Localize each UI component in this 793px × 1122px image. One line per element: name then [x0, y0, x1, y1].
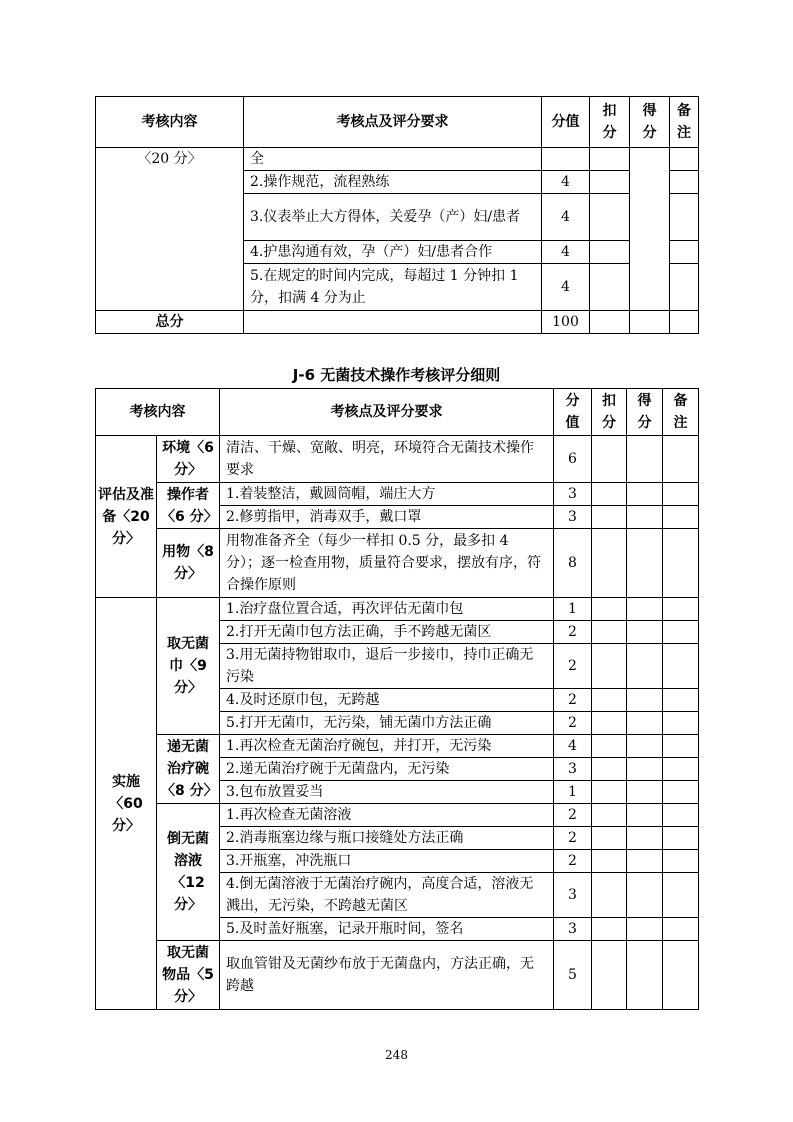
header-note: 备注 [670, 97, 699, 148]
note-cell [663, 529, 699, 598]
header-note: 备注 [663, 389, 699, 436]
deduct-cell [592, 598, 627, 621]
note-cell [670, 148, 699, 171]
table-header-row [96, 389, 699, 436]
note-cell [663, 827, 699, 850]
score-cell: 2 [554, 804, 592, 827]
score-cell: 2 [554, 644, 592, 689]
criteria-cell: 1.再次检查无菌溶液 [220, 804, 554, 827]
got-cell [627, 804, 663, 827]
deduct-cell [590, 241, 630, 264]
got-cell [627, 598, 663, 621]
score-cell: 6 [554, 436, 592, 483]
section-label: 〈20 分〉 [96, 148, 244, 311]
table-row [96, 804, 699, 827]
deduct-cell [592, 827, 627, 850]
deduct-cell [592, 506, 627, 529]
score-cell: 8 [554, 529, 592, 598]
note-cell [670, 241, 699, 264]
header-deduct: 扣分 [592, 389, 627, 436]
table-row [96, 598, 699, 621]
note-cell [663, 621, 699, 644]
group-label: 取无菌物品〈5 分〉 [157, 941, 220, 1010]
deduct-cell [592, 483, 627, 506]
score-cell: 1 [554, 781, 592, 804]
criteria-cell: 4.护患沟通有效，孕（产）妇/患者合作 [244, 241, 542, 264]
table-2-title: J-6 无菌技术操作考核评分细则 [292, 366, 501, 384]
criteria-cell: 全 [244, 148, 542, 171]
deduct-cell [592, 689, 627, 712]
criteria-cell: 2.打开无菌巾包方法正确，手不跨越无菌区 [220, 621, 554, 644]
criteria-cell [244, 311, 542, 334]
note-cell [670, 311, 699, 334]
header-criteria: 考核点及评分要求 [220, 389, 554, 436]
criteria-cell: 5.及时盖好瓶塞，记录开瓶时间，签名 [220, 918, 554, 941]
deduct-cell [592, 781, 627, 804]
header-criteria: 考核点及评分要求 [244, 97, 542, 148]
score-cell: 2 [554, 827, 592, 850]
got-cell [627, 827, 663, 850]
score-cell: 5 [554, 941, 592, 1010]
score-cell: 2 [554, 850, 592, 873]
got-cell [627, 483, 663, 506]
got-cell [627, 941, 663, 1010]
deduct-cell [592, 804, 627, 827]
deduct-cell [592, 712, 627, 735]
score-cell: 4 [554, 735, 592, 758]
criteria-cell: 3.包布放置妥当 [220, 781, 554, 804]
score-cell: 3 [554, 758, 592, 781]
got-cell [627, 735, 663, 758]
criteria-cell: 2.递无菌治疗碗于无菌盘内，无污染 [220, 758, 554, 781]
page-number: 248 [385, 1048, 408, 1062]
criteria-cell: 取血管钳及无菌纱布放于无菌盘内，方法正确，无跨越 [220, 941, 554, 1010]
criteria-cell: 4.及时还原巾包，无跨越 [220, 689, 554, 712]
criteria-cell: 1.治疗盘位置合适，再次评估无菌巾包 [220, 598, 554, 621]
note-cell [663, 644, 699, 689]
group-label: 倒无菌溶液〈12 分〉 [157, 804, 220, 941]
deduct-cell [592, 873, 627, 918]
deduct-cell [590, 194, 630, 241]
table-1 [95, 96, 699, 334]
table-row [96, 941, 699, 1010]
got-cell [630, 311, 670, 334]
note-cell [663, 436, 699, 483]
criteria-cell: 3.用无菌持物钳取巾，退后一步接巾，持巾正确无污染 [220, 644, 554, 689]
note-cell [663, 598, 699, 621]
note-cell [663, 850, 699, 873]
header-content: 考核内容 [96, 389, 220, 436]
table-row [96, 483, 699, 506]
table-row [96, 436, 699, 483]
table-row [96, 529, 699, 598]
group-label: 用物〈8 分〉 [157, 529, 220, 598]
score-cell: 2 [554, 689, 592, 712]
criteria-cell: 2.消毒瓶塞边缘与瓶口接缝处方法正确 [220, 827, 554, 850]
score-cell [542, 148, 590, 171]
criteria-cell: 5.在规定的时间内完成，每超过 1 分钟扣 1 分，扣满 4 分为止 [244, 264, 542, 311]
deduct-cell [590, 311, 630, 334]
score-cell: 4 [542, 264, 590, 311]
note-cell [663, 712, 699, 735]
criteria-cell: 3.仪表举止大方得体，关爱孕（产）妇/患者 [244, 194, 542, 241]
note-cell [663, 873, 699, 918]
table-header-row [96, 97, 699, 148]
note-cell [670, 264, 699, 311]
got-cell [627, 850, 663, 873]
group-label: 递无菌治疗碗〈8 分〉 [157, 735, 220, 804]
criteria-cell: 2.修剪指甲，消毒双手，戴口罩 [220, 506, 554, 529]
note-cell [663, 689, 699, 712]
header-got: 得分 [630, 97, 670, 148]
got-cell [627, 758, 663, 781]
note-cell [670, 171, 699, 194]
section-label: 实施〈60 分〉 [96, 598, 157, 1010]
deduct-cell [592, 621, 627, 644]
deduct-cell [592, 644, 627, 689]
score-cell: 3 [554, 873, 592, 918]
note-cell [663, 804, 699, 827]
total-label: 总分 [96, 311, 244, 334]
got-cell [627, 689, 663, 712]
header-score: 分值 [542, 97, 590, 148]
score-cell: 3 [554, 483, 592, 506]
note-cell [663, 735, 699, 758]
note-cell [663, 781, 699, 804]
criteria-cell: 3.开瓶塞，冲洗瓶口 [220, 850, 554, 873]
got-cell [627, 436, 663, 483]
deduct-cell [592, 941, 627, 1010]
score-cell: 2 [554, 621, 592, 644]
total-score: 100 [542, 311, 590, 334]
section-label: 评估及准备〈20 分〉 [96, 436, 157, 598]
table-row [96, 735, 699, 758]
table-row [96, 148, 699, 171]
table-2 [95, 388, 699, 1010]
group-label: 操作者〈6 分〉 [157, 483, 220, 529]
deduct-cell [590, 264, 630, 311]
criteria-cell: 1.着装整洁，戴圆筒帽，端庄大方 [220, 483, 554, 506]
deduct-cell [590, 171, 630, 194]
deduct-cell [592, 918, 627, 941]
score-cell: 4 [542, 241, 590, 264]
criteria-cell: 2.操作规范，流程熟练 [244, 171, 542, 194]
deduct-cell [592, 735, 627, 758]
note-cell [670, 194, 699, 241]
note-cell [663, 918, 699, 941]
score-cell: 4 [542, 194, 590, 241]
deduct-cell [592, 436, 627, 483]
criteria-cell: 5.打开无菌巾，无污染，铺无菌巾方法正确 [220, 712, 554, 735]
header-score: 分值 [554, 389, 592, 436]
note-cell [663, 758, 699, 781]
group-label: 取无菌巾〈9 分〉 [157, 598, 220, 735]
got-cell [627, 873, 663, 918]
score-cell: 4 [542, 171, 590, 194]
got-cell [627, 781, 663, 804]
criteria-cell: 用物准备齐全（每少一样扣 0.5 分，最多扣 4 分）；逐一检查用物，质量符合要求，摆放有序，符合操作原则 [220, 529, 554, 598]
header-deduct: 扣分 [590, 97, 630, 148]
got-cell [627, 621, 663, 644]
got-cell [627, 918, 663, 941]
note-cell [663, 506, 699, 529]
header-got: 得分 [627, 389, 663, 436]
score-cell: 2 [554, 712, 592, 735]
total-row [96, 311, 699, 334]
deduct-cell [592, 850, 627, 873]
deduct-cell [590, 148, 630, 171]
deduct-cell [592, 758, 627, 781]
criteria-cell: 清洁、干燥、宽敞、明亮，环境符合无菌技术操作要求 [220, 436, 554, 483]
header-content: 考核内容 [96, 97, 244, 148]
criteria-cell: 4.倒无菌溶液于无菌治疗碗内，高度合适，溶液无溅出，无污染，不跨越无菌区 [220, 873, 554, 918]
got-cell [627, 644, 663, 689]
got-cell [627, 712, 663, 735]
got-cell [627, 529, 663, 598]
got-cell [627, 506, 663, 529]
deduct-cell [592, 529, 627, 598]
group-label: 环境〈6 分〉 [157, 436, 220, 483]
note-cell [663, 941, 699, 1010]
score-cell: 1 [554, 598, 592, 621]
got-cell [630, 148, 670, 311]
note-cell [663, 483, 699, 506]
score-cell: 3 [554, 506, 592, 529]
score-cell: 3 [554, 918, 592, 941]
criteria-cell: 1.再次检查无菌治疗碗包，并打开，无污染 [220, 735, 554, 758]
